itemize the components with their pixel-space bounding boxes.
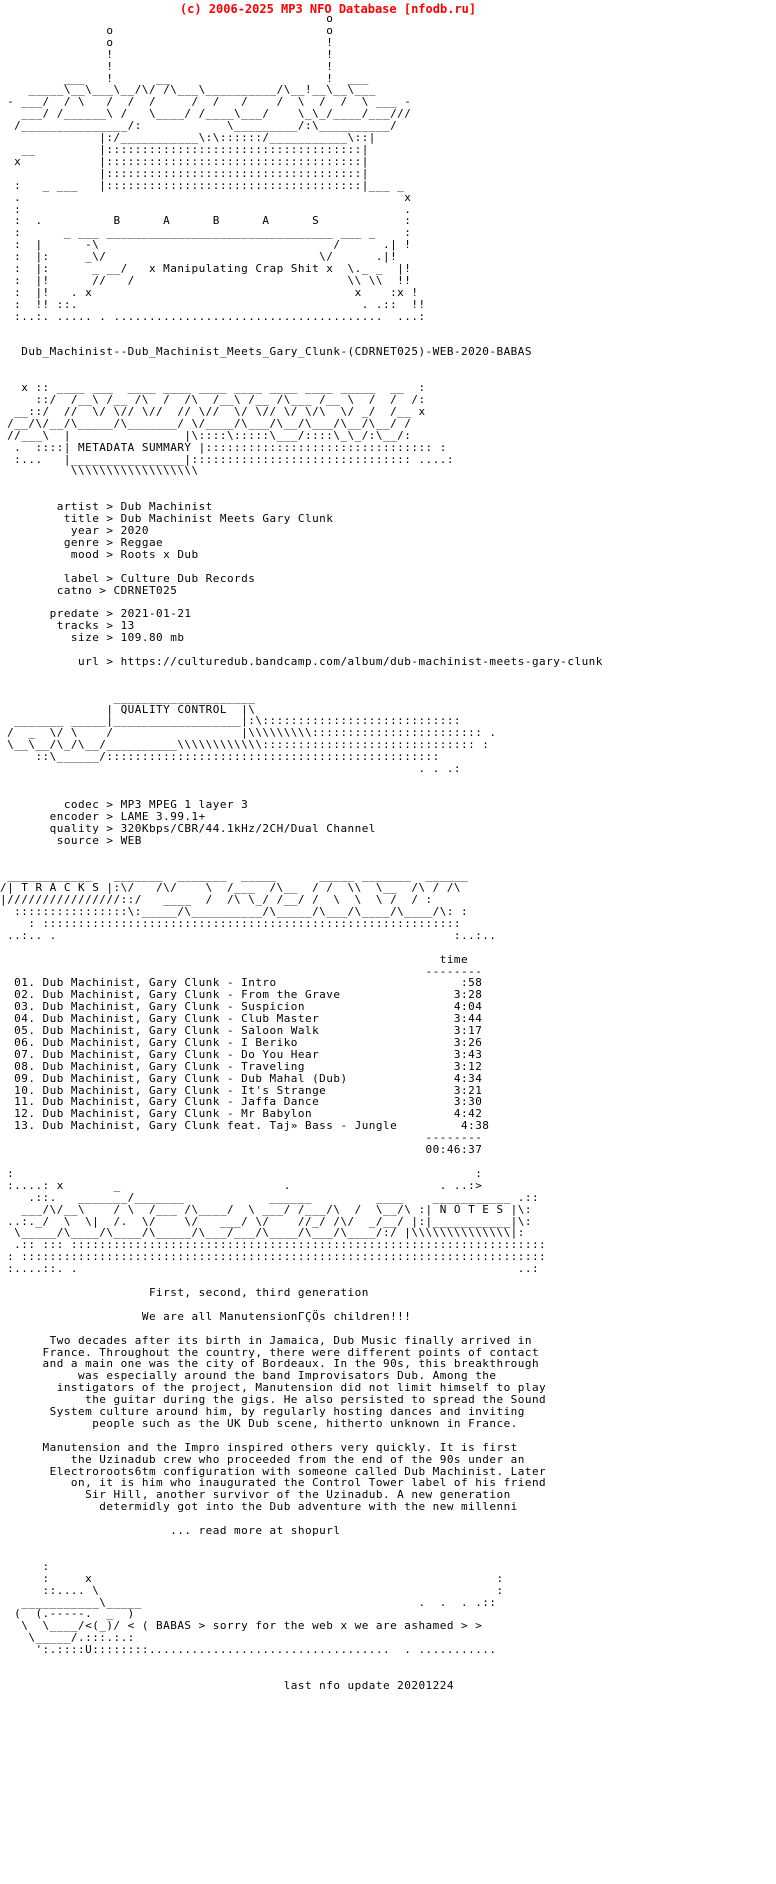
- nfo-text: o o o o ! ! ! ! ! ___ ! __ ! ___ _____\__\___\__/\/ /\___\__________/\__!__\__\___ - ___/ / \ / / / / / / / \ / / \ ___ - ___/ /______\ / \____/ /____\___/ \_\_/____/___/// /_______________/: \_________/:\__________/ |:/___________\:\::::::/___________\::| __ |::::::::::::::::::::::::::::::::::::| x |::::::::::::::::::::::::::::::::::::| |::::::::::::::::::::::::::::::::::::| : _ ___ |::::::::::::::::::::::::::::::::::::|___ _ . x : . : . B A B A S : : _ ___ ________________________________ ___ _ : : | -\ / .| ! : |: _\/ \/ .|! : |: _ __/ x Manipulating Crap Shit x \._ _ |! : |! // / \\ \\ !! : |! . x x :x ! : !! ::. . .:: !! :..:. ..... . ...................................... ...: Dub_Machinist--Dub_Machinist_Meets_Gary_Clunk-(CDRNET025)-WEB-2020-BABAS x :: ____ ___ ____ ____ ____ ____ ____ ____ _____ __ : ::/ /__\ /__ /\ / /\ /__\ /__ /\___ /__ \ / / /: __::/ // \/ \// \// // \// \/ \// \/ \/\ \/ _/ /__ x /__/\/__/\_____/\_______/ \/____/\___/\__/\___/\__/\__/ / //___\ | |\::::\:::::\___/::::\_\_/:\__/: . ::::| METADATA SUMMARY |:::::::::::::::::::::::::::::::: : :... |________________|::::::::::::::::::::::::::::::: ....: \\\\\\\\\\\\\\\\\\ artist > Dub Machinist title > Dub Machinist Meets Gary Clunk year > 2020 genre > Reggae mood > Roots x Dub label > Culture Dub Records catno > CDRNET025 predate > 2021-01-21 tracks > 13 size > 109.80 mb url > https://culturedub.bandcamp.com/album/dub-machinist-meets-gary-clunk ____________________ | QUALITY CONTROL |\ _______ _____|__________________|:\:::::::::::::::::::::::::::: / _ \/ \ / |\\\\\\\\\:::::::::::::::::::::::: . \__\__/\_/\__/__________\\\\\\\\\\\\:::::::::::::::::::::::::::::: : ::\______/::::::::::::::::::::::::::::::::::::::::::::::: . . .: codec > MP3 MPEG 1 layer 3 encoder > LAME 3.99.1+ quality > 320Kbps/CBR/44.1kHz/2CH/Dual Channel source > WEB ____________ _______ _______ _____ _____ _______ ______ /| T R A C K S |:\/ /\/ \ /___ /\__ / / \\ \__ /\ / /\ |////////////////::/ ____ / /\ \_/ /__/ / \ \ \ / / : ::::::::::::::::\:_____/\__________/\_____/\___/\____/\____/\: : : ::::::::::::::::::::::::::::::::::::::::::::::::::::::::::: ..:.. . :..:.. time -------- 01. Dub Machinist, Gary Clunk - Intro :58 02. Dub Machinist, Gary Clunk - From the Grave 3:28 03. Dub Machinist, Gary Clunk - Suspicion 4:04 04. Dub Machinist, Gary Clunk - Club Master 3:44 05. Dub Machinist, Gary Clunk - Saloon Walk 3:17 06. Dub Machinist, Gary Clunk - I Beriko 3:26 07. Dub Machinist, Gary Clunk - Do You Hear 3:43 08. Dub Machinist, Gary Clunk - Traveling 3:12 09. Dub Machinist, Gary Clunk - Dub Mahal (Dub) 4:34 10. Dub Machinist, Gary Clunk - It's Strange 3:21 11. Dub Machinist, Gary Clunk - Jaffa Dance 3:30 12. Dub Machinist, Gary Clunk - Mr Babylon 4:42 13. Dub Machinist, Gary Clunk feat. Taj» Bass - Jungle 4:38 -------- 00:46:37 : : :....: x _ . . ..:> .::. _______/_______ ______ ____ ___________ .:: ___/\/__\ / \ /___ /\____/ \ ___/ /___/\ / \__/\ :| N O T E S |\: ..:._/ \ \| /. \/ \/ ___/ \/ //_/ /\/ _/__/ |:|___________|\: \_____/\____/\____/\_____/\___/___/\____/\___/\____/:/ |\\\\\\\\\\\\\\|: .:: ::: ::::::::::::::::::::::::::::::::::::::::::::::::::::::::::::::::::: : :::::::::::::::::::::::::::::::::::::::::::::::::::::::::::::::::::::::::: :....::. . ..: First, second, third generation We are all ManutensionΓÇÖs children!!! Two decades after its birth in Jamaica, Dub Music finally arrived in France. Throughout the country, there were different points of contact and a main one was the city of Bordeaux. In the 90s, this breakthrough was especially around the band Improvisators Dub. Among the instigators of the project, Manutension did not limit himself to play the guitar during the gigs. He also persisted to spread the Sound System culture around him, by regularly hosting dances and inviting people such as the UK Dub scene, hitherto unknown in France. Manutension and the Impro inspired others very quickly. It is first the Uzinadub crew who proceeded from the end of the 90s under an Electroroots6tm configuration with someone called Dub Machinist. Later on, it is him who inaugurated the Control Tower label of his friend Sir Hill, another survivor of the Uzinadub. A new generation determidly got into the Dub adventure with the new millenni ... read more at shopurl : : x : ::.... \ : ___________\_____ . . . .:: ( (.-----. _ ) \ \____/<(_)/ < ( BABAS > sorry for the web x we are ashamed > > \_____/.:::.:.: ':.::::U::::::::.................................. . ........... last nfo update 20201224: [0, 12, 603, 1692]
- copyright-link[interactable]: (c) 2006-2025 MP3 NFO Database [nfodb.ru]: [179, 2, 477, 16]
